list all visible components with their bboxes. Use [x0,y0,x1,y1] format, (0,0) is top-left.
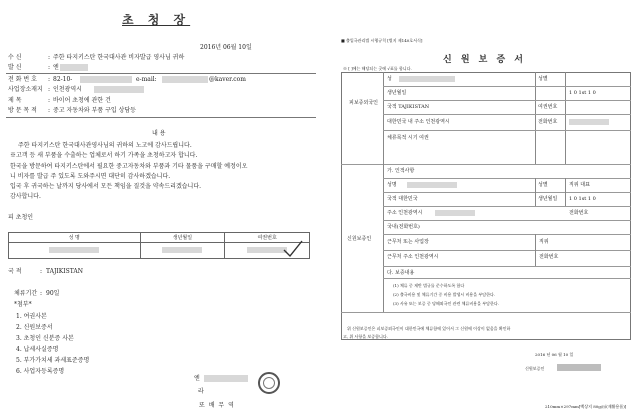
body-line: 니 비자를 발급 주 있도록 도와주시면 대단히 감사하겠습니다. [10,173,171,180]
form-field: 전화번호 [539,254,559,260]
table-cell [140,243,225,259]
stay-label: 체류기간 [14,290,38,297]
guarantor-signer-label: 신원보증인 [525,366,545,371]
checkmark-icon [282,240,304,258]
divider [6,117,316,118]
attachment-item: 2. 신원보증서 [16,324,53,331]
field-separator: : [48,76,51,83]
invitation-date: 2016년 06월 10일 [200,44,252,51]
attachment-item: 6. 사업자등록증명 [16,368,65,375]
attachment-item: 3. 초청인 신분증 사본 [16,335,74,342]
form-field: 여권번호 [538,104,558,110]
form-field: 근무처 주소 인천광역시 [387,254,439,260]
signer-prefix: 엔 [194,375,200,382]
field-value-subject: 바이어 초청에 관한 건 [53,97,111,104]
guarantee-form [335,0,640,417]
form-field: 직위 대표 [569,182,590,188]
redaction-block [94,86,144,93]
attachment-item: 1. 여권사본 [16,313,47,320]
company-name: 또 배 무 역 [199,402,235,409]
form-field: 체류목적 시기 여권 [387,135,429,141]
nationality-value: TAJIKISTAN [46,268,84,275]
field-separator: : [48,54,51,61]
body-line: 주한 타지키스탄 한국대사관영사님의 귀하의 노고에 감사드립니다. [18,142,192,149]
form-field: 전화번호 [538,119,558,125]
form-top-note: ※ [ ]에는 해당되는 곳에 √표를 합니다. [343,66,412,71]
nationality-label: 국 적 [8,268,22,275]
form-field: 성별 [538,182,548,188]
form-field: 주소 인천광역시 [387,210,423,216]
form-field: 근무처 또는 사업장 [387,239,429,245]
redaction-block [60,64,88,71]
redaction-block [407,182,457,188]
body-line: 한국을 방문하여 타지키스탄에서 필요한 중고자동차와 부품과 기타 물품을 구매할 예정이오 [10,163,248,170]
redaction-block [569,119,609,125]
clause-line: (1) 체류 중 제반 법규를 준수하도록 함다 [393,283,465,288]
field-value-recipient: 주한 타지키스탄 한국대사관 비자발급 영사님 귀하 [53,54,185,61]
field-value-sender: 엔 [53,64,59,71]
field-label-subject: 제 목 [8,97,22,104]
field-value-address: 인천광역시 [53,86,82,93]
table-header-birth: 생년월일 [140,233,225,243]
form-footer-text: 고, 위 사항을 보증합니다. [343,334,388,339]
form-field: 대한민국 내 주소 인천광역시 [387,119,450,125]
table-header-name: 성 명 [9,233,141,243]
form-field: 1 0 1st 1 0 [569,90,596,96]
form-field: 생년월일 [538,196,558,202]
form-title: 신 원 보 증 서 [443,55,527,65]
form-field: 1 0 1st 1 0 [569,196,596,202]
email-label: e-mail: [136,76,157,83]
attachments-label: *첨부* [14,301,32,308]
email-value: @kaver.com [209,76,246,83]
field-label-phone: 전 화 번 호 [8,76,37,83]
field-value-purpose: 중고 자동차와 부품 구입 상담등 [53,107,136,114]
attachment-item: 5. 부가가치세 과세표준증명 [16,357,90,364]
signer-suffix: 라 [198,388,204,395]
form-date-line: 2016 년 06 월 10 일 [535,352,574,357]
body-line: 입국 후 귀국하는 날까지 당사에서 모든 책임을 질것을 약속드리겠습니다. [10,183,202,190]
redaction-block [435,210,475,216]
form-field: 성명 [387,182,397,188]
clause-line: (2) 출국비용 및 체류기간 중 비용 발생시 비용을 부담한다. [393,292,496,297]
field-separator: : [48,107,51,114]
form-field: 성 [387,76,392,82]
body-line: 감사합니다. [10,193,41,200]
redaction-block [204,375,248,382]
form-field: 전화번호 [569,210,589,216]
field-value-phone: 82-10- [53,76,73,83]
stay-value: 90일 [46,290,60,297]
table-header-passport: 여권번호 [225,233,310,243]
clause-line: (3) 사유 또는 보증 중 당해외국인 관련 체류비용을 부담한다. [393,301,499,306]
section-heading: 내 용 [152,130,166,137]
form-field: 다. 보증내용 [387,270,415,276]
section-label-guarantor: 신원보증인 [347,236,372,242]
form-field: 직위 [539,239,549,245]
field-separator: : [48,86,51,93]
invitation-letter: 초 청 장 2016년 06월 10일 수 신 : 주한 타지키스탄 한국대사관 비자발급 영사님 귀하 발 신 : 엔 전 화 번 호 : 82-10- e-mail: @kaver.com 사업장소재지 : 인천광역시 제 목 : 바이어 초청에 관한 건 방 문 목 적 : 중고 자동차와 부품 구입 상담등 내 용 주한 타지키스탄 한국대사관영사님의 귀하의 노고에 감사드립니다. ※고객 등 새 부품을 수출하는 업체로서 하기 가족을 초청하고자 합니다. 한국을 방문하여 타지키스탄에서 필요한 중고자동차와 부품과 기타 물품을 구매할 예정이오 니 비자를 발급 주 있도록 도와주시면 대단히 감사하겠습니다. 입국 후 귀국하는 날까지 당사에서 모든 책임을 질것을 약속드리겠습니다. 감사합니다. 피 초청인 성 명 생년월일 여권번호 국 적 : TAJIKISTAN 체류기간 : 90일 *첨부* 1. 여권사본 2. 신원보증서 3. 초청인 신분증 사본 4. 납세사실증명 5. 부가가치세 과세표준증명 6. 사업자등록증명 엔 라 또 배 무 역 [0,0,325,417]
body-line: ※고객 등 새 부품을 수출하는 업체로서 하기 가족을 초청하고자 합니다. [10,152,198,159]
form-field: 생년월일 [387,90,407,96]
field-label-recipient: 수 신 [8,54,22,61]
field-label-purpose: 방 문 목 적 [8,107,37,114]
divider [6,73,316,74]
field-separator: : [48,97,51,104]
field-label-sender: 발 신 [8,64,22,71]
attachment-item: 4. 납세사실증명 [16,346,59,353]
table-cell [9,243,141,259]
column-divider [383,164,384,312]
redaction-block [80,76,132,83]
form-field: 성별 [538,76,548,82]
form-bottom-note: 210mm×297mm[백상지 80g/㎡(재활용품)] [545,404,627,409]
redaction-block [399,76,455,82]
invitee-table [8,232,310,259]
form-field: 국적 대한민국 [387,196,418,202]
company-seal [258,372,280,394]
redaction-block [557,364,601,371]
redaction-block [162,76,208,83]
field-separator: : [48,64,51,71]
form-field: 국적 TAJIKISTAN [387,104,430,110]
form-field: 가. 인적사항 [387,168,415,174]
form-footer-text: 위 신원보증인은 피보증외국인이 대한민국에 체류함에 있어서 그 신원에 이상이 없음을 확인하 [347,326,511,331]
section-label-foreigner: 피보증외국인 [349,100,378,106]
form-field: 국내(전화번호) [387,224,420,230]
invitation-title: 초 청 장 [122,13,191,27]
invitee-label: 피 초청인 [8,214,34,221]
field-label-address: 사업장소재지 [8,86,43,93]
form-header-note: ■ 출입국관리법 시행규칙 [별지 제140호서식] [341,38,423,43]
